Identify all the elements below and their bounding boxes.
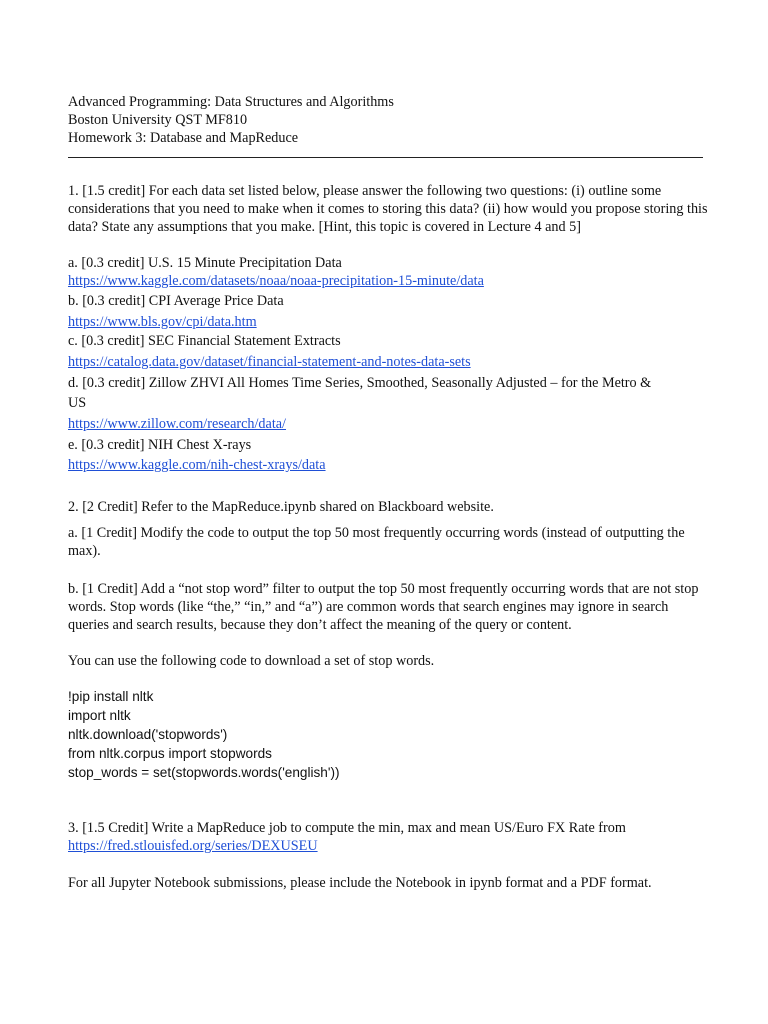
question-1-prompt: 1. [1.5 credit] For each data set listed below, please answer the following two questions: (i) outline some considerations that you need to make when it comes to storing this data? (ii) how would you propose storing this data? State any assumptions that you make. [Hint, this topic is covered in Lecture 4 and 5]: [68, 183, 708, 236]
question-2b: b. [1 Credit] Add a “not stop word” filter to output the top 50 most frequently occurring words that are not stop words. Stop words (like “the,” “in,” and “a”) are common words that search engines may ignore in search queries and search results, because they don’t affect the meaning of the query or content.: [68, 581, 699, 634]
code-line: stop_words = set(stopwords.words('english')): [68, 765, 340, 780]
q1-item-b-link[interactable]: https://www.bls.gov/cpi/data.htm: [68, 314, 257, 330]
q1-item-e-label: e. [0.3 credit] NIH Chest X-rays: [68, 437, 252, 453]
q1-item-b-label: b. [0.3 credit] CPI Average Price Data: [68, 293, 284, 309]
course-number: Boston University QST MF810: [68, 112, 248, 128]
q1-item-d-label-line1: d. [0.3 credit] Zillow ZHVI All Homes Time Series, Smoothed, Seasonally Adjusted – for the Metro &: [68, 375, 652, 391]
code-line: nltk.download('stopwords'): [68, 727, 228, 742]
q1-item-d-label-line2: US: [68, 395, 87, 411]
code-line: from nltk.corpus import stopwords: [68, 746, 272, 761]
code-intro: You can use the following code to download a set of stop words.: [68, 653, 435, 669]
q1-item-a-label: a. [0.3 credit] U.S. 15 Minute Precipitation Data: [68, 255, 342, 271]
q1-item-a-link[interactable]: https://www.kaggle.com/datasets/noaa/noaa-precipitation-15-minute/data: [68, 273, 484, 289]
submission-note: For all Jupyter Notebook submissions, please include the Notebook in ipynb format and a PDF format.: [68, 875, 652, 891]
question-2a: a. [1 Credit] Modify the code to output the top 50 most frequently occurring words (instead of outputting the max).: [68, 525, 685, 560]
question-2-prompt: 2. [2 Credit] Refer to the MapReduce.ipynb shared on Blackboard website.: [68, 499, 494, 515]
course-title: Advanced Programming: Data Structures and Algorithms: [68, 94, 394, 110]
code-line: import nltk: [68, 708, 131, 723]
question-3-prompt: 3. [1.5 Credit] Write a MapReduce job to compute the min, max and mean US/Euro FX Rate from: [68, 820, 626, 836]
q1-item-e-link[interactable]: https://www.kaggle.com/nih-chest-xrays/data: [68, 457, 326, 473]
homework-title: Homework 3: Database and MapReduce: [68, 130, 299, 146]
header-divider: [68, 157, 703, 158]
q1-item-d-link[interactable]: https://www.zillow.com/research/data/: [68, 416, 286, 432]
code-line: !pip install nltk: [68, 689, 154, 704]
q1-item-c-link[interactable]: https://catalog.data.gov/dataset/financial-statement-and-notes-data-sets: [68, 354, 471, 370]
q3-link[interactable]: https://fred.stlouisfed.org/series/DEXUSEU: [68, 838, 318, 854]
q1-item-c-label: c. [0.3 credit] SEC Financial Statement Extracts: [68, 333, 341, 349]
